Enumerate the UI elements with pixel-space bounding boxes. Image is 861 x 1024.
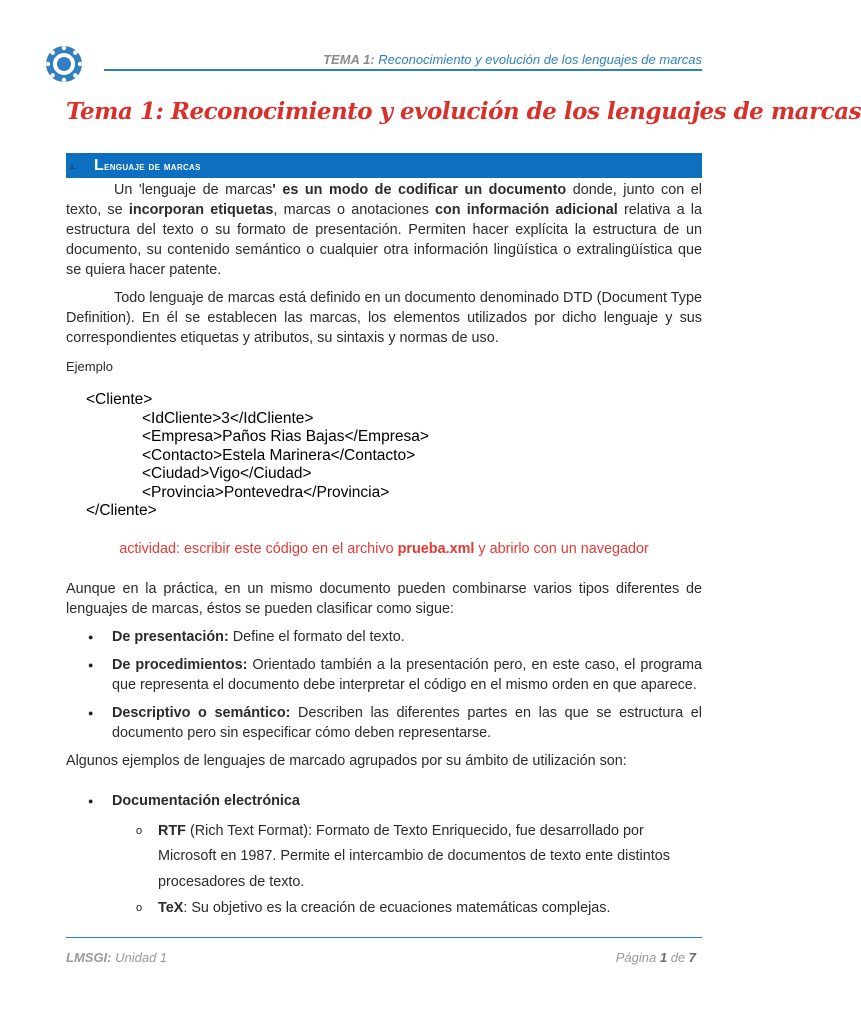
text-run: Un 'lenguaje de marcas <box>114 182 273 198</box>
code-line: <Provincia>Pontevedra</Provincia> <box>142 483 390 501</box>
activity-text: actividad: escribir este código en el archivo <box>119 540 398 557</box>
footer-course: LMSGI: <box>66 950 112 965</box>
list-item-term: De procedimientos: <box>112 656 248 673</box>
code-line: <Empresa>Paños Rias Bajas</Empresa> <box>142 428 429 445</box>
section-title: Lenguaje de marcas <box>94 157 201 174</box>
document-body <box>66 180 702 923</box>
paragraph-examples: Algunos ejemplos de lenguajes de marcado agrupados por su ámbito de utilización son: <box>66 752 627 769</box>
running-header <box>323 52 702 67</box>
group-title: Documentación electrónica <box>112 792 300 809</box>
sub-item-term: TeX <box>158 900 184 916</box>
code-line: </Cliente> <box>86 502 157 519</box>
text-run: relativa a la estructura del texto o su formato de presentación. Permiten hacer explícita la estructura de un documento, su contenido semántico o cualquier otra información lingüística o extralingüística que se quiera hacer patente. <box>66 202 702 278</box>
list-item <box>66 703 702 743</box>
code-line: <Cliente> <box>86 391 153 408</box>
page-number <box>616 950 696 965</box>
header-tema-label: TEMA 1: <box>323 52 375 67</box>
network-logo-icon <box>44 44 84 84</box>
bold-run: incorporan etiquetas <box>128 202 274 218</box>
list-item-term: Descriptivo o semántico: <box>112 704 291 721</box>
list-item-desc: Describen las diferentes partes en las que se estructura el documento pero sin especificar cómo deben representarse. <box>112 704 702 741</box>
paragraph-classification: Aunque en la práctica, en un mismo documento pueden combinarse varios tipos diferentes de lenguajes de marcas, éstos se pueden clasificar como sigue: <box>66 580 702 617</box>
section-heading-bar <box>66 153 702 178</box>
paragraph-dtd: Todo lenguaje de marcas está definido en un documento denominado DTD (Document Type Definition). En él se establecen las marcas, los elementos utilizados por dicho lenguaje y sus correspondientes etiquetas y atributos, su sintaxis y normas de uso. <box>66 290 702 346</box>
header-tema-title: Reconocimiento y evolución de los lenguajes de marcas <box>374 52 702 67</box>
paragraph-intro <box>66 180 702 280</box>
activity-note <box>66 539 702 559</box>
sub-item-desc: : Su objetivo es la creación de ecuaciones matemáticas complejas. <box>183 900 611 916</box>
page-word: Página <box>615 950 660 965</box>
sub-item-term: RTF <box>158 822 186 839</box>
sub-list <box>66 819 702 922</box>
code-line: <Ciudad>Vigo</Ciudad> <box>142 465 312 482</box>
code-line: <IdCliente>3</IdCliente> <box>142 409 314 427</box>
bold-run: ' es un modo de codificar un documento <box>272 182 567 198</box>
code-example <box>86 391 702 521</box>
examples-list <box>66 791 702 811</box>
types-list <box>66 627 702 743</box>
code-line: <Contacto>Estela Marinera</Contacto> <box>142 446 416 464</box>
sub-item-desc: (Rich Text Format): Formato de Texto Enriquecido, fue desarrollado por Microsoft en 1987. Permite el intercambio de documentos de texto ente distintos procesadores de texto. <box>158 822 670 890</box>
page-of: de <box>667 950 689 965</box>
total-pages: 7 <box>688 950 696 965</box>
example-label: Ejemplo <box>66 359 113 374</box>
list-item-desc: Orientado también a la presentación pero, en este caso, el programa que representa el documento debe interpretar el código en el mismo orden en que aparece. <box>112 656 702 693</box>
list-item <box>66 791 702 811</box>
sub-list-item <box>66 896 702 922</box>
activity-filename: prueba.xml <box>397 540 475 557</box>
current-page: 1 <box>659 950 668 965</box>
text-run: , marcas o anotaciones <box>273 202 436 218</box>
sub-list-item <box>66 819 702 896</box>
footer-divider <box>66 937 702 938</box>
section-number: 1. <box>70 164 76 171</box>
list-item-desc: Define el formato del texto. <box>228 628 405 645</box>
footer-unit-label: Unidad 1 <box>111 950 168 965</box>
activity-text: y abrirlo con un navegador <box>474 540 649 557</box>
list-item <box>66 627 702 647</box>
list-item-term: De presentación: <box>112 628 229 645</box>
list-item <box>66 655 702 695</box>
footer-unit <box>66 950 167 965</box>
text-run: donde, junto con el texto, se <box>66 182 702 218</box>
page-title: Tema 1: Reconocimiento y evolución de los lenguajes de marcas <box>66 98 861 125</box>
header-divider <box>104 69 702 71</box>
bold-run: con información adicional <box>435 202 618 218</box>
